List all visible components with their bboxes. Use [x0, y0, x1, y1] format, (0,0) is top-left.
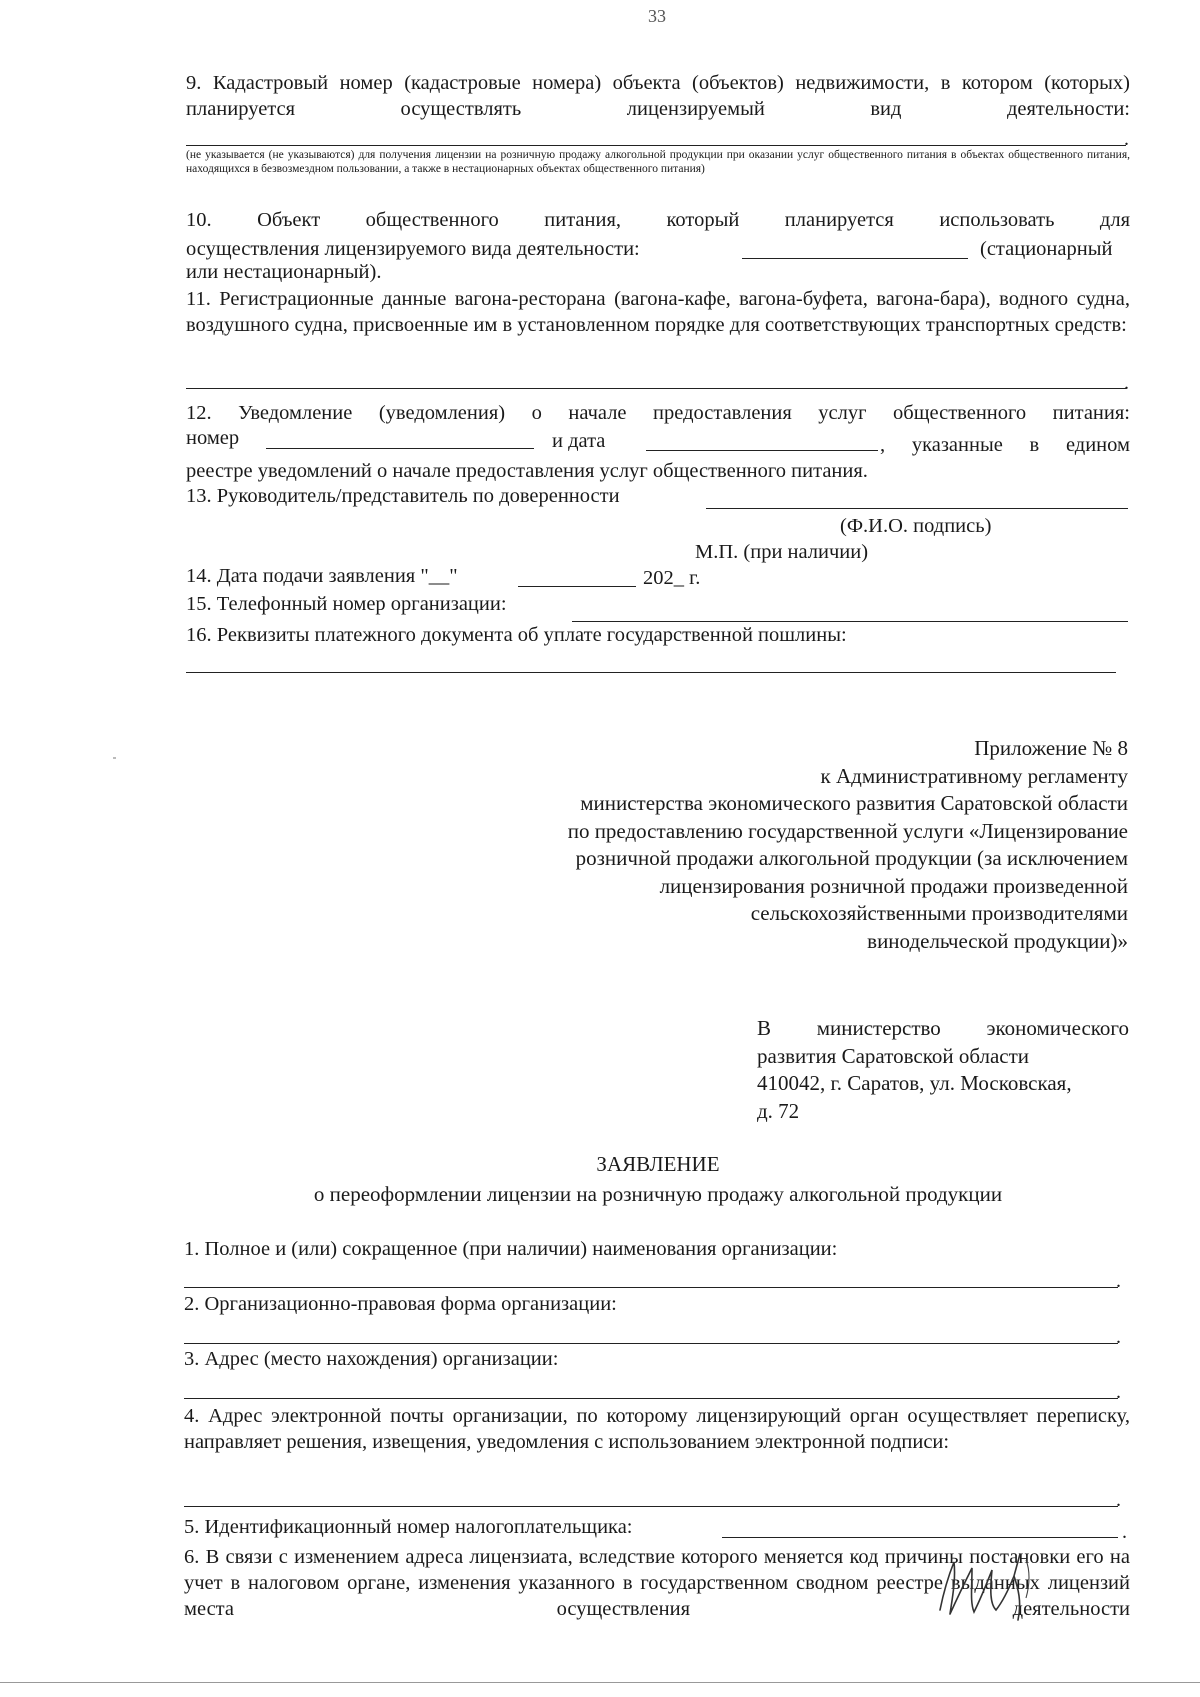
field-4-period: . [1116, 1489, 1121, 1511]
page-bottom-edge [0, 1682, 1200, 1683]
appendix-header [460, 735, 1128, 955]
field-1-period: . [1116, 1270, 1121, 1292]
appendix-line2: к Административному регламенту [820, 763, 1128, 788]
item-12-date-field[interactable] [646, 450, 878, 451]
item-10-line2-end: (стационарный [980, 238, 1113, 260]
addressee-line4: д. 72 [757, 1098, 800, 1123]
item-16-label: 16. Реквизиты платежного документа об уплате государственной пошлины: [186, 624, 847, 646]
field-5-inn-field[interactable] [722, 1537, 1118, 1538]
field-4-line[interactable] [184, 1506, 1118, 1507]
item-9-note: (не указывается (не указываются) для получения лицензии на розничную продажу алкогольной продукции при оказании услуг общественного питания в объектах общественного питания, находящихся в безвозмездном пользовании, а также в нестационарных объектах общественного питания) [186, 149, 1130, 175]
field-2-line[interactable] [184, 1343, 1118, 1344]
item-11-period: . [1124, 372, 1129, 394]
field-1-label: 1. Полное и (или) сокращенное (при наличии) наименования организации: [184, 1238, 838, 1260]
field-4-label: 4. Адрес электронной почты организации, по которому лицензирующий орган осуществляет переписку, направляет решения, извещения, уведомления с использованием электронной подписи: [184, 1405, 1130, 1453]
item-10-line3: или нестационарный). [186, 261, 382, 283]
item-12-number-field[interactable] [266, 448, 534, 449]
item-13-label: 13. Руководитель/представитель по доверенности [186, 485, 620, 507]
item-11-underline[interactable] [186, 388, 1126, 389]
field-1-line[interactable] [184, 1287, 1118, 1288]
item-10-line1: 10. Объект общественного питания, который планируется использовать для [186, 209, 1130, 231]
item-12-line3: реестре уведомлений о начале предоставления услуг общественного питания. [186, 460, 868, 482]
application-title: ЗАЯВЛЕНИЕ [596, 1152, 720, 1176]
field-3-label: 3. Адрес (место нахождения) организации: [184, 1348, 559, 1370]
item-16-field[interactable] [186, 672, 1116, 673]
scan-speck [113, 757, 116, 759]
item-12-line1: 12. Уведомление (уведомления) о начале предоставления услуг общественного питания: [186, 402, 1130, 424]
item-13-signature-field[interactable] [706, 508, 1128, 509]
appendix-line6: лицензирования розничной продажи произведенной [659, 873, 1128, 898]
item-14-label: 14. Дата подачи заявления "__" [186, 565, 458, 587]
appendix-line3: министерства экономического развития Саратовской области [580, 791, 1128, 815]
appendix-line7: сельскохозяйственными производителями [750, 901, 1128, 925]
addressee-block [757, 1015, 1129, 1125]
page-number: 33 [648, 6, 666, 26]
field-5-period: . [1122, 1521, 1127, 1543]
addressee-line1: В министерство экономического [757, 1016, 1129, 1040]
item-10-line2: осуществления лицензируемого вида деятельности: [186, 238, 640, 260]
item-15-label: 15. Телефонный номер организации: [186, 593, 507, 615]
appendix-line5: розничной продажи алкогольной продукции (за исключением [575, 846, 1128, 870]
application-subtitle: о переоформлении лицензии на розничную продажу алкогольной продукции [313, 1182, 1003, 1206]
addressee-line2: развития Саратовской области [757, 1043, 1030, 1068]
field-2-label: 2. Организационно-правовая форма организации: [184, 1293, 617, 1315]
item-11-text: 11. Регистрационные данные вагона-ресторана (вагона-кафе, вагона-буфета, вагона-бара), водного судна, воздушного судна, присвоенные им в установленном порядке для соответствующих транспортных средств: [186, 288, 1130, 336]
handwritten-initials [930, 1540, 1070, 1630]
field-3-period: . [1116, 1381, 1121, 1403]
appendix-line1: Приложение № 8 [974, 736, 1128, 760]
item-14-month-field[interactable] [518, 586, 636, 587]
item-10-field[interactable] [742, 258, 968, 259]
item-12-number-label: номер [186, 427, 240, 449]
appendix-line4: по предоставлению государственной услуги «Лицензирование [567, 818, 1128, 843]
field-2-period: . [1116, 1326, 1121, 1348]
field-6-text: 6. В связи с изменением адреса лицензиата, вследствие которого меняется код причины постановки его на учет в налоговом органе, изменения указанного в государственном сводном реестре выданных лицензий места осуществления деятельности [184, 1546, 1130, 1620]
item-13-stamp: М.П. (при наличии) [695, 541, 869, 563]
item-9-underline [186, 145, 1126, 146]
item-12-date-label: и дата [552, 430, 606, 452]
addressee-line3: 410042, г. Саратов, ул. Московская, [757, 1071, 1072, 1095]
item-9-period: . [1124, 128, 1129, 150]
appendix-line8: винодельческой продукции)» [867, 928, 1128, 953]
item-9-text: 9. Кадастровый номер (кадастровые номера) объекта (объектов) недвижимости, в котором (которых) планируется осуществлять лицензируемый вид деятельности: [186, 72, 1130, 120]
item-13-caption: (Ф.И.О. подпись) [840, 515, 992, 537]
item-14-year: 202_ г. [643, 567, 701, 589]
field-5-label: 5. Идентификационный номер налогоплательщика: [184, 1516, 633, 1538]
item-12-line2-end: , указанные в едином [880, 434, 1130, 456]
field-3-line[interactable] [184, 1398, 1118, 1399]
